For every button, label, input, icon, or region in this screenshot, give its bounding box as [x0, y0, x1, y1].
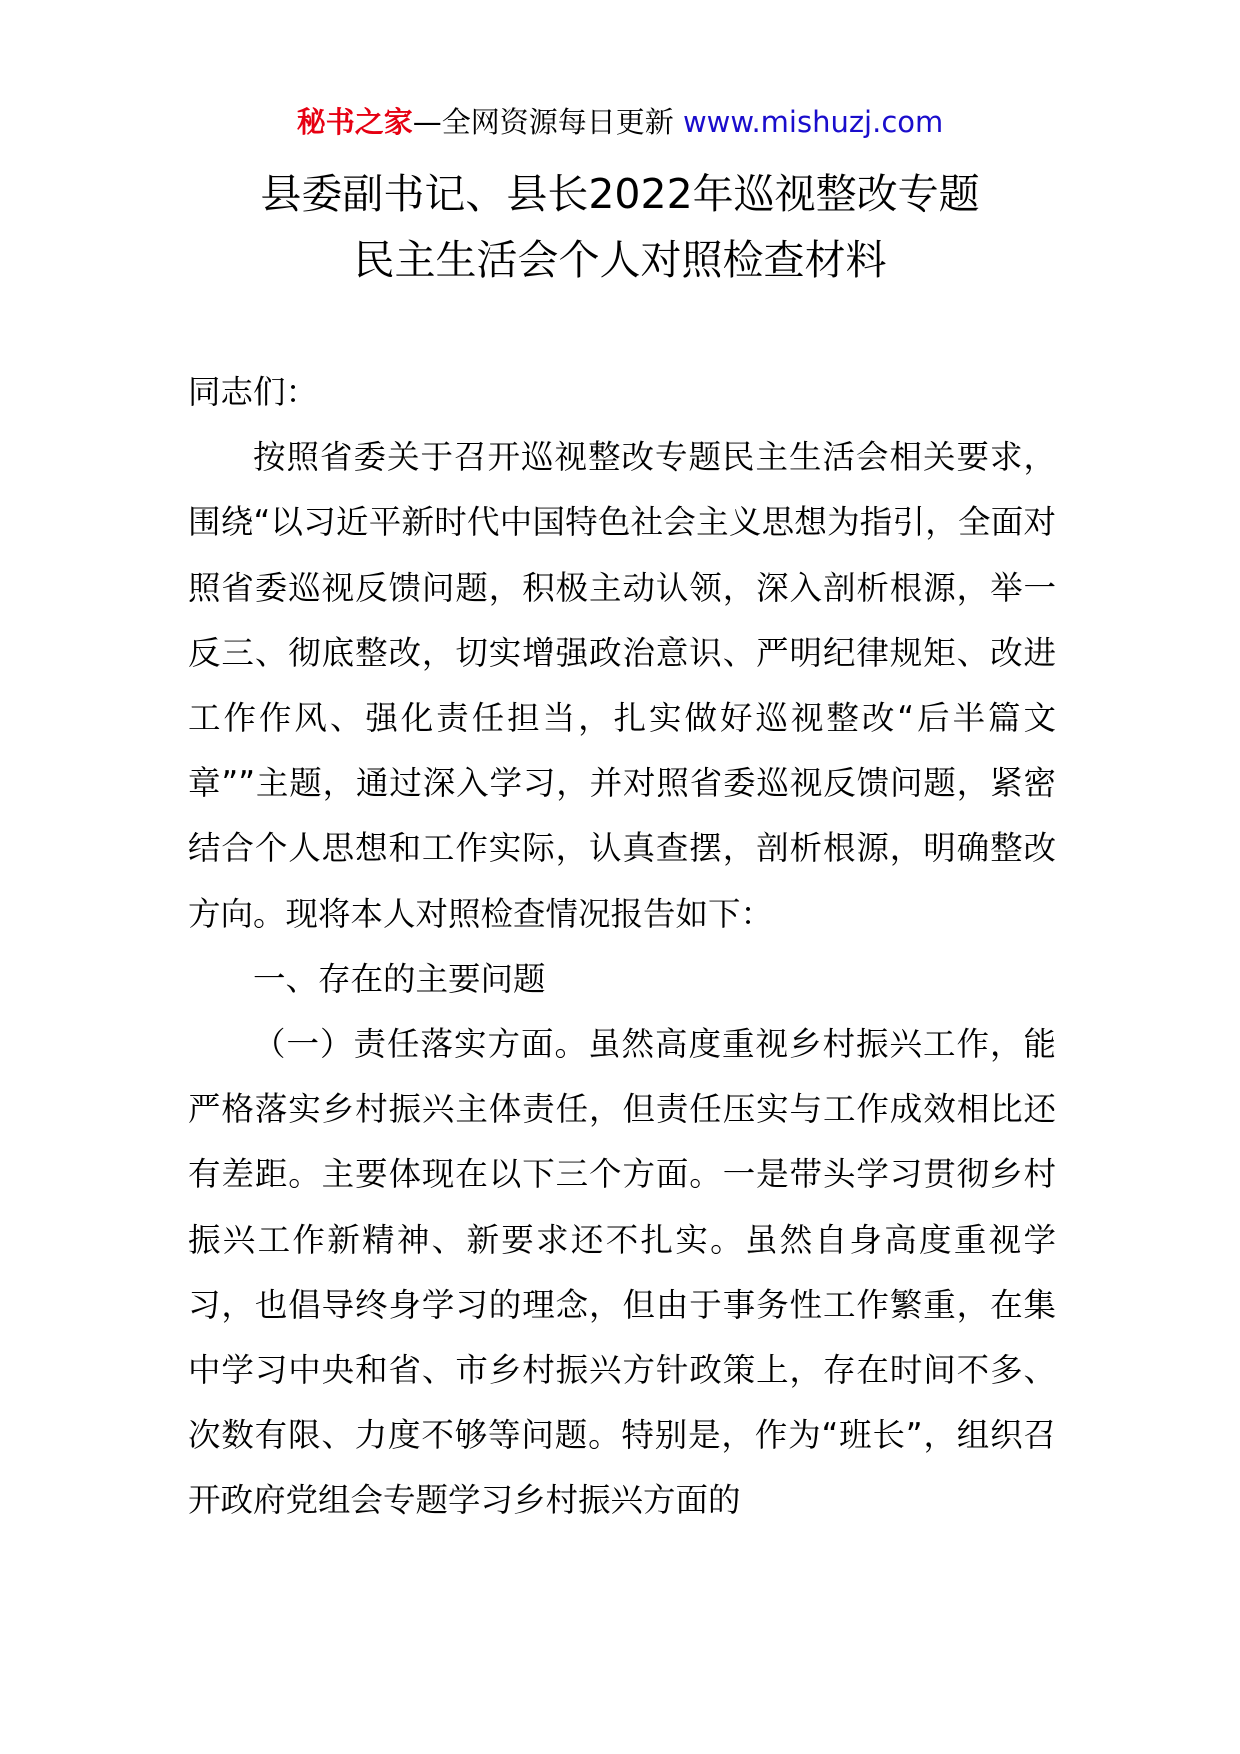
document-body	[188, 360, 1056, 1534]
intro-paragraph: 按照省委关于召开巡视整改专题民主生活会相关要求，围绕“以习近平新时代中国特色社会主义思想为指引，全面对照省委巡视反馈问题，积极主动认领，深入剖析根源，举一反三、彻底整改，切实增强政治意识、严明纪律规矩、改进工作作风、强化责任担当，扎实做好巡视整改“后半篇文章””主题，通过深入学习，并对照省委巡视反馈问题，紧密结合个人思想和工作实际，认真查摆，剖析根源，明确整改方向。现将本人对照检查情况报告如下：	[188, 438, 1056, 933]
brand-name: 秘书之家	[296, 105, 413, 139]
document-title-line-1: 县委副书记、县长2022年巡视整改专题	[260, 170, 980, 218]
section-heading: 一、存在的主要问题	[253, 959, 546, 998]
salutation: 同志们：	[188, 373, 319, 411]
document-title-line-2: 民主生活会个人对照检查材料	[353, 236, 887, 284]
header-tagline: —全网资源每日更新	[412, 105, 683, 139]
watermark-header	[0, 102, 1240, 142]
section-paragraph: （一）责任落实方面。虽然高度重视乡村振兴工作，能严格落实乡村振兴主体责任，但责任压实与工作成效相比还有差距。主要体现在以下三个方面。一是带头学习贯彻乡村振兴工作新精神、新要求还不扎实。虽然自身高度重视学习，也倡导终身学习的理念，但由于事务性工作繁重，在集中学习中央和省、市乡村振兴方针政策上，存在时间不多、次数有限、力度不够等问题。特别是，作为“班长”，组织召开政府党组会专题学习乡村振兴方面的	[188, 1025, 1056, 1520]
site-url-link[interactable]: www.mishuzj.com	[682, 105, 944, 139]
